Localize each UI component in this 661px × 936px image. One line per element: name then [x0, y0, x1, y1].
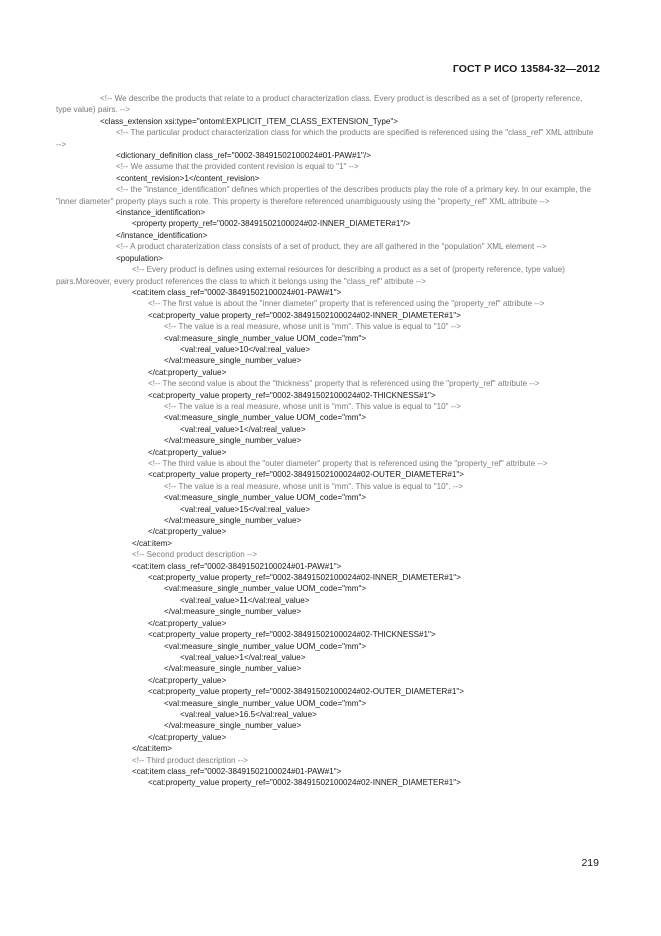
- code-line: <val:real_value>10</val:real_value>: [180, 344, 311, 354]
- code-line: <cat:property_value property_ref="0002-38491502100024#02-OUTER_DIAMETER#1">: [148, 687, 464, 697]
- code-line: <cat:property_value property_ref="0002-38491502100024#02-THICKNESS#1">: [148, 390, 436, 400]
- code-line: </cat:property_value>: [148, 367, 227, 377]
- code-line: </cat:item>: [132, 744, 173, 754]
- code-line: </instance_identification>: [116, 230, 208, 240]
- code-line: </val:measure_single_number_value>: [164, 721, 302, 731]
- code-comment-line: <!-- Second product description -->: [132, 550, 258, 560]
- code-line: <val:measure_single_number_value UOM_code="mm">: [164, 584, 367, 594]
- code-comment-line: <!-- A product charaterization class consists of a set of product, they are all gathered in the "population" XML element -->: [116, 242, 547, 252]
- code-line: <cat:item class_ref="0002-38491502100024#01-PAW#1">: [132, 287, 342, 297]
- page-number: 219: [581, 857, 599, 869]
- code-line: <class_extension xsi:type="ontoml:EXPLICIT_ITEM_CLASS_EXTENSION_Type">: [100, 116, 398, 126]
- code-line: <val:real_value>1</val:real_value>: [180, 652, 306, 662]
- code-line: </val:measure_single_number_value>: [164, 664, 302, 674]
- code-comment-line: <!-- The first value is about the "inner diameter" property that is referenced using the "property_ref" attribute -->: [148, 299, 545, 309]
- code-line: </val:measure_single_number_value>: [164, 436, 302, 446]
- code-comment-line: <!-- The value is a real measure, whose unit is "mm". This value is equal to "10". -->: [164, 481, 464, 491]
- code-line: <val:measure_single_number_value UOM_code="mm">: [164, 641, 367, 651]
- code-line: <val:measure_single_number_value UOM_code="mm">: [164, 333, 367, 343]
- code-line: <val:measure_single_number_value UOM_code="mm">: [164, 493, 367, 503]
- code-comment-line: <!-- The value is a real measure, whose unit is "mm". This value is equal to "10" -->: [164, 401, 461, 411]
- code-comment-line: <!-- the "instance_identification" defines which properties of the describes products play the role of a primary key. In our example, the "inner diameter" property plays such a role. This property is therefore referenced unambiguously using the "property_ref" XML attribute -->: [56, 185, 592, 206]
- code-comment-line: <!-- The particular product characterization class for which the products are specified is referenced using the "class_ref" XML attribute -->: [56, 128, 594, 149]
- code-line: </val:measure_single_number_value>: [164, 356, 302, 366]
- code-comment-line: <!-- The third value is about the "outer diameter" property that is referenced using the "property_ref" attribute -->: [148, 459, 548, 468]
- code-line: <instance_identification>: [116, 208, 206, 218]
- code-line: <cat:property_value property_ref="0002-38491502100024#02-INNER_DIAMETER#1">: [148, 310, 461, 320]
- code-line: <cat:property_value property_ref="0002-38491502100024#02-OUTER_DIAMETER#1">: [148, 470, 464, 480]
- code-line: <cat:property_value property_ref="0002-38491502100024#02-INNER_DIAMETER#1">: [148, 778, 461, 788]
- code-line: <val:real_value>15</val:real_value>: [180, 504, 311, 514]
- code-comment-line: <!-- Every product is defines using external resources for describing a product as a set of (property reference, type value) pairs.Moreover, every product references the class to which it belongs using the "class_ref" attribute -->: [56, 265, 566, 286]
- code-line: </cat:property_value>: [148, 527, 227, 537]
- code-line: <cat:property_value property_ref="0002-38491502100024#02-INNER_DIAMETER#1">: [148, 573, 461, 583]
- code-line: </cat:item>: [132, 538, 173, 548]
- code-line: <cat:item class_ref="0002-38491502100024#01-PAW#1">: [132, 561, 342, 571]
- code-comment-line: <!-- The value is a real measure, whose unit is "mm". This value is equal to "10" -->: [164, 322, 461, 332]
- code-line: <val:real_value>11</val:real_value>: [180, 595, 310, 605]
- code-line: <cat:property_value property_ref="0002-38491502100024#02-THICKNESS#1">: [148, 630, 436, 640]
- code-comment-line: <!-- We assume that the provided content revision is equal to "1" -->: [116, 162, 359, 172]
- code-listing: [56, 93, 596, 789]
- code-line: <content_revision>1</content_revision>: [116, 173, 260, 183]
- code-comment-line: <!-- The second value is about the "thickness" property that is referenced using the "property_ref" attribute -->: [148, 379, 540, 389]
- code-line: </val:measure_single_number_value>: [164, 607, 302, 617]
- code-comment-line: <!-- Third product description -->: [132, 755, 248, 765]
- code-comment-line: <!-- We describe the products that relate to a product characterization class. Every product is described as a set of (property reference, type value) pairs. -->: [56, 94, 583, 115]
- code-line: <val:real_value>1</val:real_value>: [180, 424, 306, 434]
- code-line: </cat:property_value>: [148, 675, 227, 685]
- code-line: <population>: [116, 253, 163, 263]
- code-line: </val:measure_single_number_value>: [164, 516, 302, 526]
- code-line: <cat:item class_ref="0002-38491502100024#01-PAW#1">: [132, 766, 342, 776]
- code-line: </cat:property_value>: [148, 447, 227, 457]
- code-line: <val:real_value>16.5</val:real_value>: [180, 709, 317, 719]
- document-header: ГОСТ Р ИСО 13584-32—2012: [452, 63, 600, 75]
- code-line: </cat:property_value>: [148, 618, 227, 628]
- code-line: <val:measure_single_number_value UOM_code="mm">: [164, 698, 367, 708]
- code-line: <property property_ref="0002-38491502100024#02-INNER_DIAMETER#1"/>: [132, 219, 411, 229]
- code-line: </cat:property_value>: [148, 732, 227, 742]
- code-line: <dictionary_definition class_ref="0002-38491502100024#01-PAW#1"/>: [116, 151, 371, 161]
- code-line: <val:measure_single_number_value UOM_code="mm">: [164, 413, 367, 423]
